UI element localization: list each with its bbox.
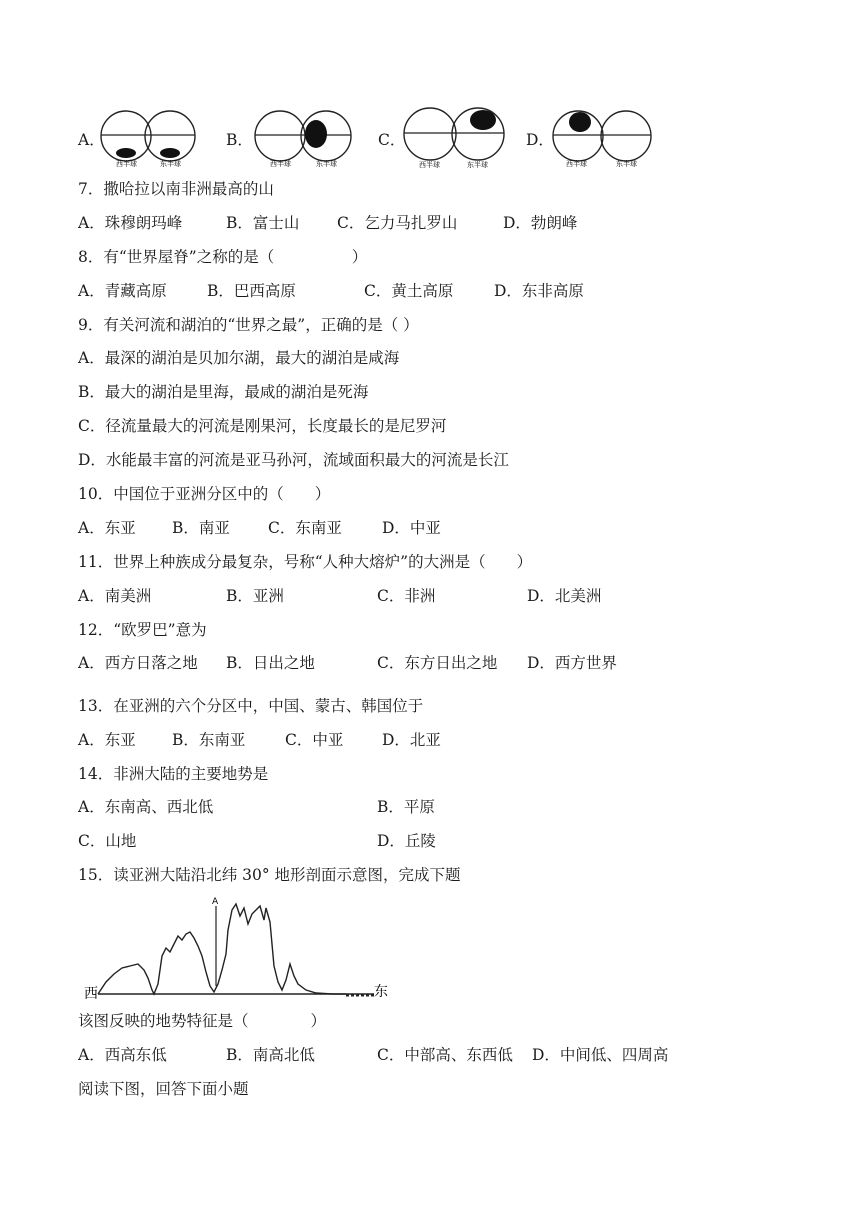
q12-stem: 12．“欧罗巴”意为 [78,621,207,639]
q8-option-c: C．黄土高原 [364,282,454,300]
q6-option-a-letter: A． [78,131,105,149]
terrain-profile-figure [84,894,404,1006]
q10-option-b: B．南亚 [172,519,230,537]
q6-option-b-letter: B． [226,131,253,149]
q14-option-c: C．山地 [78,832,137,850]
q11-option-b: B．亚洲 [226,587,284,605]
q14-option-a: A．东南高、西北低 [78,798,214,816]
q12-option-b: B．日出之地 [226,654,315,672]
q7-option-c: C．乞力马扎罗山 [337,214,458,232]
east-label: 东 [374,984,388,1000]
east-hemisphere-label: 东半球 [160,160,181,168]
q14-stem: 14．非洲大陆的主要地势是 [78,765,269,783]
q8-option-d: D．东非高原 [494,282,584,300]
q6-option-c-letter: C． [378,131,406,149]
q12-option-a: A．西方日落之地 [78,654,198,672]
svg-text:东半球: 东半球 [616,160,637,168]
svg-text:东半球: 东半球 [467,161,488,169]
q7-option-b: B．富士山 [226,214,300,232]
q13-option-d: D．北亚 [382,731,441,749]
q15-sub-stem: 该图反映的地势特征是（ ） [78,1012,327,1030]
q6-option-b-figure [254,104,352,168]
q15-option-d: D．中间低、四周高 [532,1046,669,1064]
west-label: 西 [84,986,98,1002]
q6-option-a-figure [100,104,196,168]
q12-option-c: C．东方日出之地 [377,654,498,672]
q7-option-a: A．珠穆朗玛峰 [78,214,183,232]
q6-option-d-figure [552,104,652,168]
q10-option-a: A．东亚 [78,519,136,537]
q15-option-a: A．西高东低 [78,1046,167,1064]
q13-option-a: A．东亚 [78,731,136,749]
q11-option-d: D．北美洲 [527,587,602,605]
q9-option-b: B．最大的湖泊是里海，最咸的湖泊是死海 [78,383,369,401]
q14-option-d: D．丘陵 [377,832,436,850]
west-hemisphere-label: 西半球 [116,160,137,168]
q9-stem: 9．有关河流和湖泊的“世界之最”，正确的是（ ） [78,316,419,334]
next-section-intro: 阅读下图，回答下面小题 [78,1080,249,1098]
q8-stem: 8．有“世界屋脊”之称的是（ ） [78,248,368,266]
q10-option-c: C．东南亚 [268,519,342,537]
terrain-profile-line [98,904,346,994]
q10-option-d: D．中亚 [382,519,441,537]
q15-option-b: B．南高北低 [226,1046,315,1064]
q10-stem: 10．中国位于亚洲分区中的（ ） [78,485,331,503]
q15-stem: 15．读亚洲大陆沿北纬 30° 地形剖面示意图，完成下题 [78,866,461,884]
svg-text:东半球: 东半球 [316,160,337,168]
q9-option-c: C．径流量最大的河流是刚果河，长度最长的是尼罗河 [78,417,447,435]
q8-option-a: A．青藏高原 [78,282,167,300]
q9-option-d: D．水能最丰富的河流是亚马孙河，流域面积最大的河流是长江 [78,451,509,469]
q11-option-c: C．非洲 [377,587,436,605]
svg-text:西半球: 西半球 [566,160,587,168]
q11-option-a: A．南美洲 [78,587,152,605]
svg-text:西半球: 西半球 [270,160,291,168]
marker-a-label: A [212,897,219,907]
q7-stem: 7．撒哈拉以南非洲最高的山 [78,180,274,198]
q7-option-d: D．勃朗峰 [503,214,578,232]
q13-stem: 13．在亚洲的六个分区中，中国、蒙古、韩国位于 [78,697,424,715]
q11-stem: 11．世界上种族成分最复杂，号称“人种大熔炉”的大洲是（ ） [78,553,533,571]
q13-option-c: C．中亚 [285,731,344,749]
q12-option-d: D．西方世界 [527,654,617,672]
q15-option-c: C．中部高、东西低 [377,1046,513,1064]
q13-option-b: B．东南亚 [172,731,246,749]
q9-option-a: A．最深的湖泊是贝加尔湖，最大的湖泊是咸海 [78,349,400,367]
svg-text:西半球: 西半球 [419,161,440,169]
q14-option-b: B．平原 [377,798,435,816]
q8-option-b: B．巴西高原 [207,282,296,300]
q6-option-c-figure [403,100,505,170]
q6-option-d-letter: D． [526,131,554,149]
